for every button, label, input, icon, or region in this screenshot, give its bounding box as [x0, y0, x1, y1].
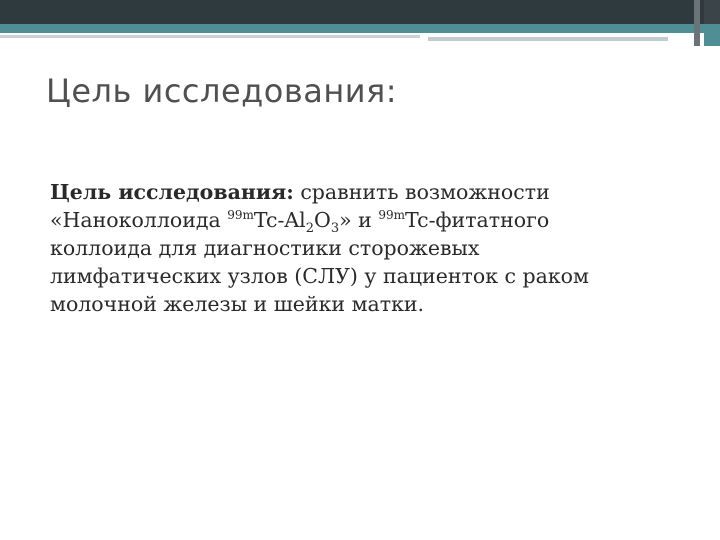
body-line-2-part3: O: [314, 208, 331, 232]
header-band-teal: [0, 24, 720, 33]
body-lead: Цель исследования:: [50, 180, 294, 204]
isotope-superscript-1: 99m: [227, 208, 254, 222]
header-rule-left: [0, 35, 420, 38]
slide-title: Цель исследования:: [46, 72, 398, 110]
body-line-3: коллоида для диагностики сторожевых: [50, 236, 480, 260]
body-line-2-part1: «Наноколлоида: [50, 208, 228, 232]
body-line-1-rest: сравнить возможности: [293, 180, 550, 204]
body-line-5: молочной железы и шейки матки.: [50, 292, 425, 316]
header-rule-right: [428, 37, 668, 41]
subscript-3: 3: [330, 221, 340, 236]
isotope-superscript-2: 99m: [378, 208, 406, 222]
corner-accent-light: [694, 0, 700, 46]
header-band-dark: [0, 0, 720, 24]
corner-accent-teal: [704, 24, 720, 46]
body-line-2-part2: Tc-Al: [253, 208, 306, 232]
body-line-2: [50, 206, 690, 234]
body-line-1: [50, 178, 690, 206]
body-line-2-part5: Tc-фитатного: [405, 208, 550, 232]
body-line-4: лимфатических узлов (СЛУ) у пациенток с раком: [50, 264, 589, 288]
subscript-2: 2: [305, 221, 315, 236]
body-line-2-part4: » и: [339, 208, 379, 232]
slide-body: [50, 178, 690, 318]
